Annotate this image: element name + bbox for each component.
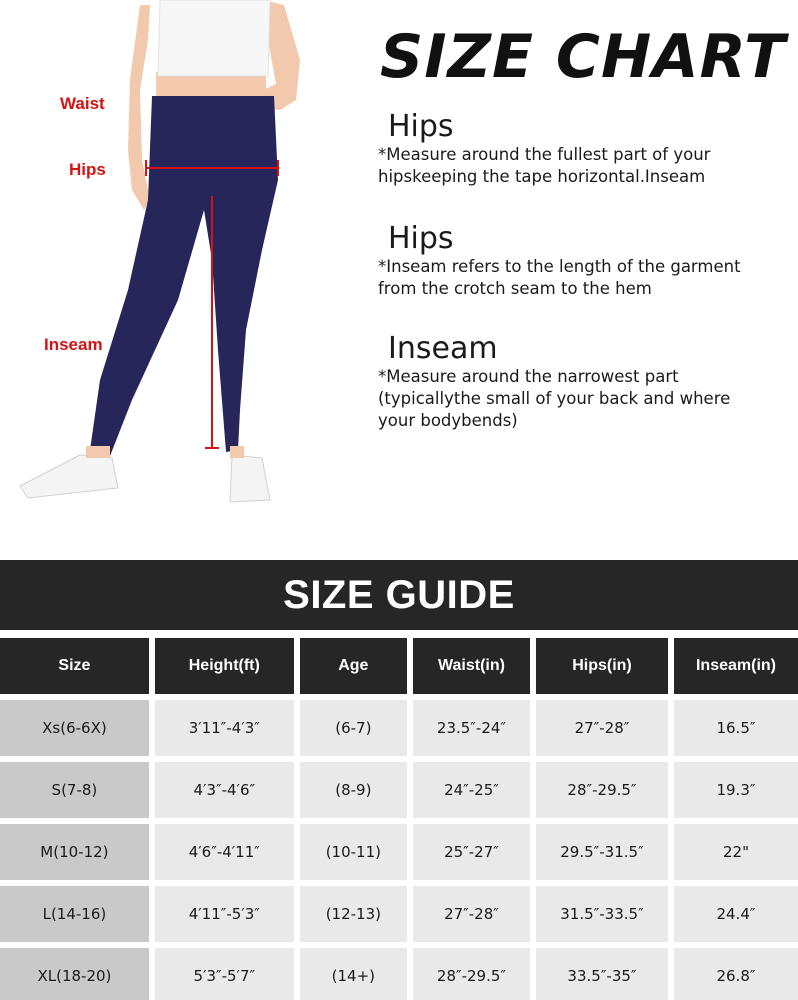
table-row bbox=[0, 824, 798, 880]
size-guide-table bbox=[0, 638, 798, 1000]
header-inseam: Inseam(in) bbox=[674, 638, 798, 694]
cell-height: 4′6″-4′11″ bbox=[155, 824, 294, 880]
hips-label: Hips bbox=[69, 160, 106, 179]
right-shoe bbox=[230, 455, 270, 502]
header-waist: Waist(in) bbox=[413, 638, 530, 694]
measurement-section-inseam bbox=[378, 332, 788, 432]
table-row bbox=[0, 886, 798, 942]
left-arm bbox=[128, 5, 150, 210]
measurement-section-hips-inseam bbox=[378, 222, 788, 300]
cell-height: 4′3″-4′6″ bbox=[155, 762, 294, 818]
header-hips: Hips(in) bbox=[536, 638, 668, 694]
section-heading: Hips bbox=[388, 109, 454, 144]
cell-inseam: 26.8″ bbox=[674, 948, 798, 1000]
cell-waist: 27″-28″ bbox=[413, 886, 530, 942]
cell-age: (10-11) bbox=[300, 824, 407, 880]
white-top bbox=[158, 0, 270, 76]
cell-hips: 33.5″-35″ bbox=[536, 948, 668, 1000]
waist-label: Waist bbox=[60, 94, 105, 113]
left-shoe bbox=[20, 455, 118, 498]
size-guide-title: SIZE GUIDE bbox=[0, 560, 798, 630]
cell-inseam: 16.5″ bbox=[674, 700, 798, 756]
section-text: *Measure around the narrowest part (typicallythe small of your back and where your bodybends) bbox=[378, 367, 731, 430]
cell-size: Xs(6-6X) bbox=[0, 700, 149, 756]
cell-hips: 29.5″-31.5″ bbox=[536, 824, 668, 880]
right-ankle bbox=[230, 446, 244, 458]
cell-inseam: 22" bbox=[674, 824, 798, 880]
cell-size: XL(18-20) bbox=[0, 948, 149, 1000]
measurement-section-hips bbox=[378, 110, 788, 188]
table-row bbox=[0, 700, 798, 756]
header-height: Height(ft) bbox=[155, 638, 294, 694]
table-header-row bbox=[0, 638, 798, 694]
header-age: Age bbox=[300, 638, 407, 694]
cell-hips: 27″-28″ bbox=[536, 700, 668, 756]
cell-age: (8-9) bbox=[300, 762, 407, 818]
cell-age: (12-13) bbox=[300, 886, 407, 942]
model-figure bbox=[0, 0, 360, 520]
section-heading: Hips bbox=[388, 221, 454, 256]
model-illustration bbox=[0, 0, 360, 520]
inseam-label: Inseam bbox=[44, 335, 103, 354]
table-row bbox=[0, 948, 798, 1000]
cell-height: 3′11″-4′3″ bbox=[155, 700, 294, 756]
cell-inseam: 19.3″ bbox=[674, 762, 798, 818]
section-text: *Inseam refers to the length of the garment from the crotch seam to the hem bbox=[378, 257, 741, 298]
cell-height: 5′3″-5′7″ bbox=[155, 948, 294, 1000]
cell-hips: 28″-29.5″ bbox=[536, 762, 668, 818]
cell-waist: 25″-27″ bbox=[413, 824, 530, 880]
cell-age: (14+) bbox=[300, 948, 407, 1000]
table-row bbox=[0, 762, 798, 818]
cell-size: S(7-8) bbox=[0, 762, 149, 818]
section-text: *Measure around the fullest part of your hipskeeping the tape horizontal.Inseam bbox=[378, 145, 711, 186]
cell-inseam: 24.4″ bbox=[674, 886, 798, 942]
cell-age: (6-7) bbox=[300, 700, 407, 756]
left-ankle bbox=[86, 446, 110, 458]
cell-size: L(14-16) bbox=[0, 886, 149, 942]
size-chart-title: SIZE CHART bbox=[380, 22, 787, 92]
cell-size: M(10-12) bbox=[0, 824, 149, 880]
cell-waist: 24″-25″ bbox=[413, 762, 530, 818]
cell-waist: 28″-29.5″ bbox=[413, 948, 530, 1000]
section-heading: Inseam bbox=[388, 331, 498, 366]
cell-height: 4′11″-5′3″ bbox=[155, 886, 294, 942]
cell-waist: 23.5″-24″ bbox=[413, 700, 530, 756]
header-size: Size bbox=[0, 638, 149, 694]
cell-hips: 31.5″-33.5″ bbox=[536, 886, 668, 942]
leggings bbox=[90, 96, 278, 456]
